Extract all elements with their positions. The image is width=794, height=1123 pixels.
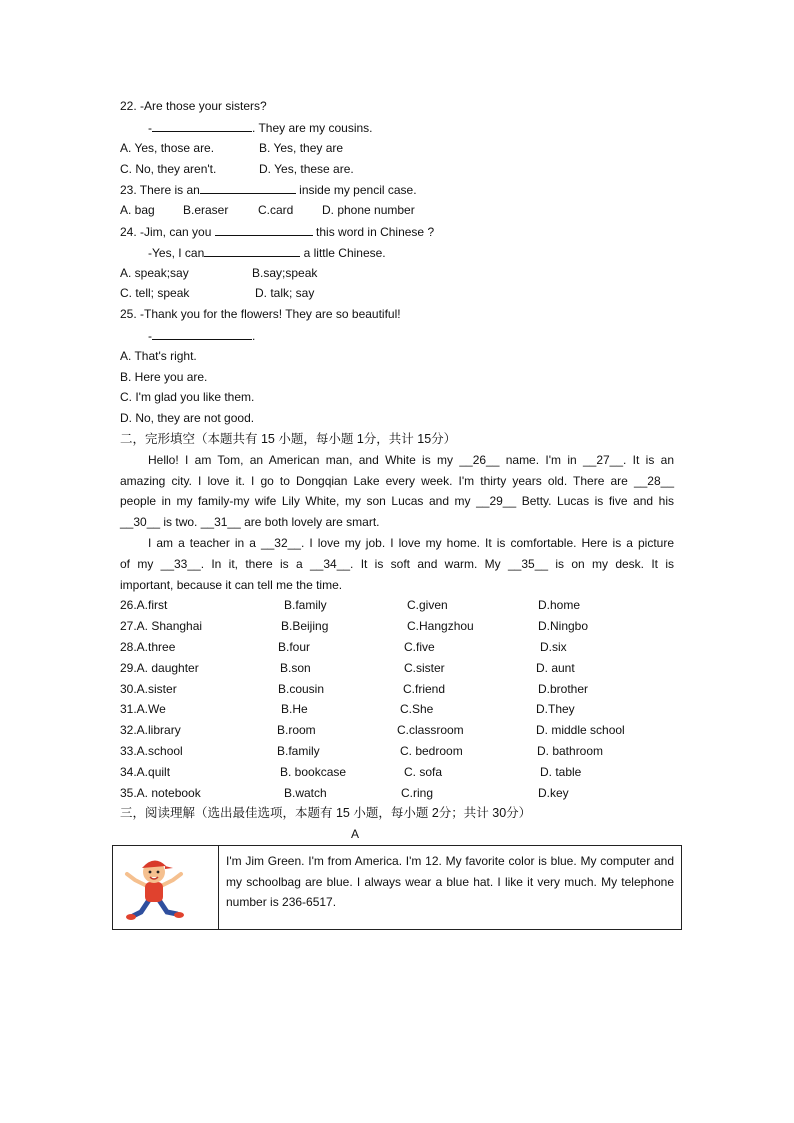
q25-option-a: A. That's right. [120,349,197,363]
q24-prefix: 24. -Jim, can you [120,225,215,239]
table-divider [218,846,219,929]
option-35-c: C.ring [401,786,434,800]
q24-option-b: B.say;speak [252,266,318,280]
option-28-b: B.four [278,640,311,654]
q25-blank[interactable] [152,328,252,340]
q24-option-a: A. speak;say [120,266,189,280]
q22-blank[interactable] [152,120,252,132]
option-29-a: 29.A. daughter [120,661,199,675]
q24-suffix: this word in Chinese ? [312,225,435,239]
option-31-a: 31.A.We [120,702,166,716]
option-29-b: B.son [280,661,311,675]
option-26-c: C.given [407,598,448,612]
option-26-a: 26.A.first [120,598,168,612]
option-30-d: D.brother [538,682,589,696]
option-35-d: D.key [538,786,569,800]
option-27-d: D.Ningbo [538,619,589,633]
q24-option-d: D. talk; say [255,286,315,300]
option-29-c: C.sister [404,661,445,675]
option-28-d: D.six [540,640,567,654]
passage-a-text: I'm Jim Green. I'm from America. I'm 12. My favorite color is blue. My computer and my schoolbag are blue. I always wear a blue hat. I like it very much. My telephone number is 236-6517. [226,854,674,909]
option-28-a: 28.A.three [120,640,176,654]
q25-answer-line [148,328,255,344]
cloze-p1-line1: Hello! I am Tom, an American man, and White is my __26__ name. I'm in __27__. It is an [148,453,674,467]
q24-answer-line [148,245,386,261]
q23-suffix: inside my pencil case. [295,183,417,197]
q22-answer-prefix: - [148,121,152,135]
option-26-d: D.home [538,598,581,612]
option-31-d: D.They [536,702,575,716]
cloze-p1-line4: __30__ is two. __31__ are both lovely are smart. [120,515,380,529]
cloze-p2-line2: of my __33__. In it, there is a __34__. It is soft and warm. My __35__ is on my desk. It is [120,557,674,571]
option-30-b: B.cousin [278,682,325,696]
boy-cartoon-icon [121,854,187,922]
q24-option-c: C. tell; speak [120,286,190,300]
option-32-d: D. middle school [536,723,625,737]
option-33-c: C. bedroom [400,744,463,758]
section3-heading: 三，阅读理解（选出最佳选项，本题有 15 小题，每小题 2分；共计 30分） [120,806,532,820]
option-31-b: B.He [281,702,308,716]
option-35-a: 35.A. notebook [120,786,201,800]
option-27-c: C.Hangzhou [407,619,474,633]
q25-question: 25. -Thank you for the flowers! They are so beautiful! [120,307,401,321]
q25-option-d: D. No, they are not good. [120,411,255,425]
option-34-d: D. table [540,765,582,779]
q23-prefix: 23. There is an [120,183,200,197]
cloze-p2-line3: important, because it can tell me the time. [120,578,343,592]
q25-answer-suffix: . [252,329,256,343]
option-28-c: C.five [404,640,435,654]
option-32-b: B.room [277,723,316,737]
option-32-a: 32.A.library [120,723,181,737]
option-26-b: B.family [284,598,327,612]
section2-heading: 二，完形填空（本题共有 15 小题，每小题 1分，共计 15分） [120,432,457,446]
q24-blank-1[interactable] [215,224,313,236]
q22-question: 22. -Are those your sisters? [120,99,267,113]
option-30-c: C.friend [403,682,446,696]
option-31-c: C.She [400,702,434,716]
option-30-a: 30.A.sister [120,682,177,696]
q22-answer-suffix: . They are my cousins. [252,121,373,135]
option-32-c: C.classroom [397,723,464,737]
q25-answer-prefix: - [148,329,152,343]
cloze-p1-line2: amazing city. I love it. I go to Dongqian Lake every week. I'm thirty years old. There are __28__ [120,474,674,488]
q23-option-b: B.eraser [183,203,229,217]
passage-a-table [112,845,682,930]
q22-option-d: D. Yes, these are. [259,162,354,176]
option-34-b: B. bookcase [280,765,347,779]
q25-option-b: B. Here you are. [120,370,208,384]
cloze-p2-line1: I am a teacher in a __32__. I love my job. I love my home. It is comfortable. Here is a picture [148,536,674,550]
q24-answer-prefix: -Yes, I can [148,246,205,260]
option-29-d: D. aunt [536,661,575,675]
q22-option-c: C. No, they aren't. [120,162,217,176]
cloze-p1-line3: people in my family-my wife Lily White, my son Lucas and my __29__ Betty. Lucas is five and his [120,494,674,508]
passage-label: A [350,827,359,841]
q24-question [120,224,434,240]
option-35-b: B.watch [284,786,327,800]
q23-option-c: C.card [258,203,294,217]
q24-blank-2[interactable] [204,245,300,257]
option-33-b: B.family [277,744,320,758]
q23-blank[interactable] [200,182,296,194]
q22-answer-line [148,120,373,136]
option-27-a: 27.A. Shanghai [120,619,203,633]
q23-question [120,182,417,198]
option-33-a: 33.A.school [120,744,183,758]
q25-option-c: C. I'm glad you like them. [120,390,255,404]
q22-option-b: B. Yes, they are [259,141,344,155]
option-34-a: 34.A.quilt [120,765,171,779]
q24-answer-suffix: a little Chinese. [300,246,386,260]
option-33-d: D. bathroom [537,744,604,758]
q23-option-d: D. phone number [322,203,415,217]
q23-option-a: A. bag [120,203,155,217]
option-34-c: C. sofa [404,765,443,779]
q22-option-a: A. Yes, those are. [120,141,215,155]
option-27-b: B.Beijing [281,619,329,633]
